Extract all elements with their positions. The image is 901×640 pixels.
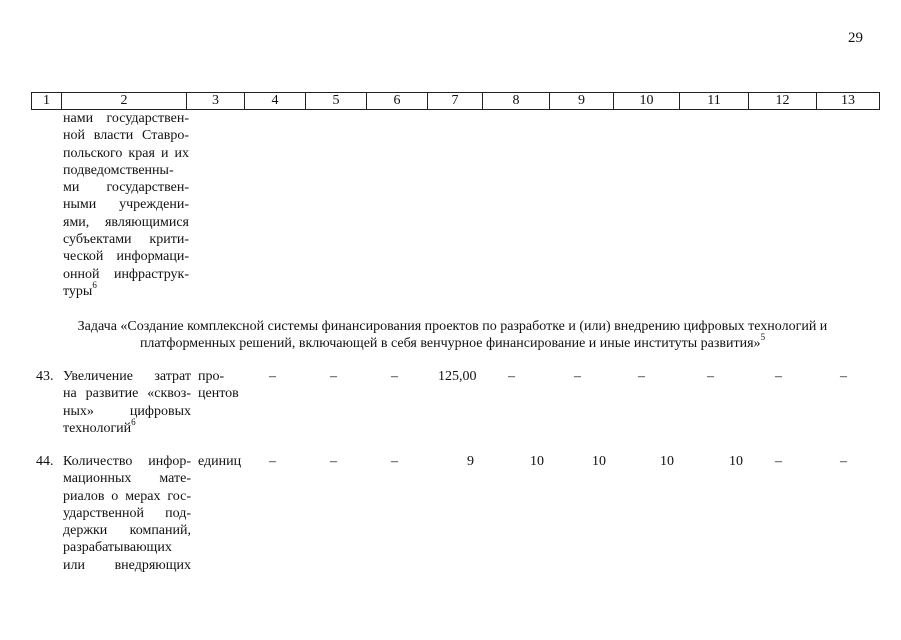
indicator-line: туры [63, 283, 93, 299]
indicator-line: нами государствен- [63, 111, 189, 126]
footnote-mark: 5 [760, 332, 766, 343]
row-43-value-col11: – [707, 369, 714, 384]
row-44-value-col5: – [330, 454, 337, 469]
row-44-value-col8: 10 [530, 454, 544, 469]
indicator-line: подведомственны- [63, 162, 174, 178]
task-heading [40, 318, 865, 352]
row-44-value-col7: 9 [467, 454, 474, 469]
column-header-11: 11 [680, 93, 749, 110]
indicator-line-last [63, 280, 189, 300]
row-43-value-col5: – [330, 369, 337, 384]
indicator-line: онной инфраструк- [63, 266, 189, 282]
footnote-mark: 6 [92, 280, 97, 291]
indicator-line: мационных мате- [63, 471, 191, 487]
indicator-line: ми государствен- [63, 180, 189, 196]
row-43-value-col9: – [574, 369, 581, 384]
task-heading-text: платформенных решений, включающей в себя венчурное финансирование и иные институты развития» [139, 336, 761, 351]
indicator-line: ями, являющимися [63, 214, 189, 230]
column-header-10: 10 [614, 93, 680, 110]
row-44-number: 44. [36, 454, 54, 469]
column-header-13: 13 [817, 93, 880, 110]
column-header-1: 1 [32, 93, 62, 110]
row-43-value-col12: – [775, 369, 782, 384]
column-header-12: 12 [749, 93, 817, 110]
page-number: 29 [848, 30, 863, 46]
row-43-indicator [63, 368, 191, 437]
unit-line: центов [198, 386, 239, 402]
row-44-value-col6: – [391, 454, 398, 469]
indicator-line: риалов о мерах гос- [63, 488, 191, 504]
column-header-3: 3 [187, 93, 245, 110]
column-header-7: 7 [428, 93, 483, 110]
row-44-value-col10: 10 [660, 454, 674, 469]
row-44-value-col9: 10 [592, 454, 606, 469]
row-43-value-col13: – [840, 369, 847, 384]
row-43-value-col10: – [638, 369, 645, 384]
column-header-4: 4 [245, 93, 306, 110]
row-44-value-col12: – [775, 454, 782, 469]
row-43-value-col6: – [391, 369, 398, 384]
continued-indicator-text [63, 110, 189, 300]
indicator-line: или внедряющих [63, 557, 191, 573]
indicator-line: разрабатывающих [63, 540, 172, 556]
indicator-line: польского края и их [63, 145, 189, 161]
column-header-6: 6 [367, 93, 428, 110]
column-header-5: 5 [306, 93, 367, 110]
column-header-9: 9 [550, 93, 614, 110]
task-heading-line: Задача «Создание комплексной системы финансирования проектов по разработке и (или) внедрению цифровых технологий и [77, 319, 828, 334]
row-43-value-col7: 125,00 [438, 369, 477, 384]
column-header-row [32, 93, 880, 110]
indicator-line: ударственной под- [63, 505, 191, 521]
column-header-2: 2 [62, 93, 187, 110]
row-43-unit [198, 368, 239, 403]
row-44-unit [198, 453, 241, 470]
footnote-mark: 6 [131, 417, 136, 428]
indicator-line-last [63, 417, 191, 437]
row-43-number: 43. [36, 369, 54, 384]
indicator-line: ных» цифровых [63, 403, 191, 419]
indicator-line: субъектами крити- [63, 232, 189, 248]
row-44-value-col11: 10 [729, 454, 743, 469]
row-43-value-col8: – [508, 369, 515, 384]
indicator-line: держки компаний, [63, 523, 191, 539]
row-43-value-col4: – [269, 369, 276, 384]
indicator-line: Увеличение затрат [63, 369, 191, 384]
column-header-table [31, 92, 880, 110]
indicator-line: ной власти Ставро- [63, 128, 189, 144]
row-44-indicator [63, 453, 191, 574]
task-heading-line [40, 332, 865, 352]
indicator-line: на развитие «сквоз- [63, 386, 191, 402]
unit-line: про- [198, 369, 225, 384]
row-44-value-col4: – [269, 454, 276, 469]
row-44-value-col13: – [840, 454, 847, 469]
indicator-line: технологий [63, 420, 132, 436]
unit-line: единиц [198, 454, 242, 469]
indicator-line: ными учреждени- [63, 197, 189, 213]
column-header-8: 8 [483, 93, 550, 110]
indicator-line: ческой информаци- [63, 249, 189, 265]
indicator-line: Количество инфор- [63, 454, 191, 469]
